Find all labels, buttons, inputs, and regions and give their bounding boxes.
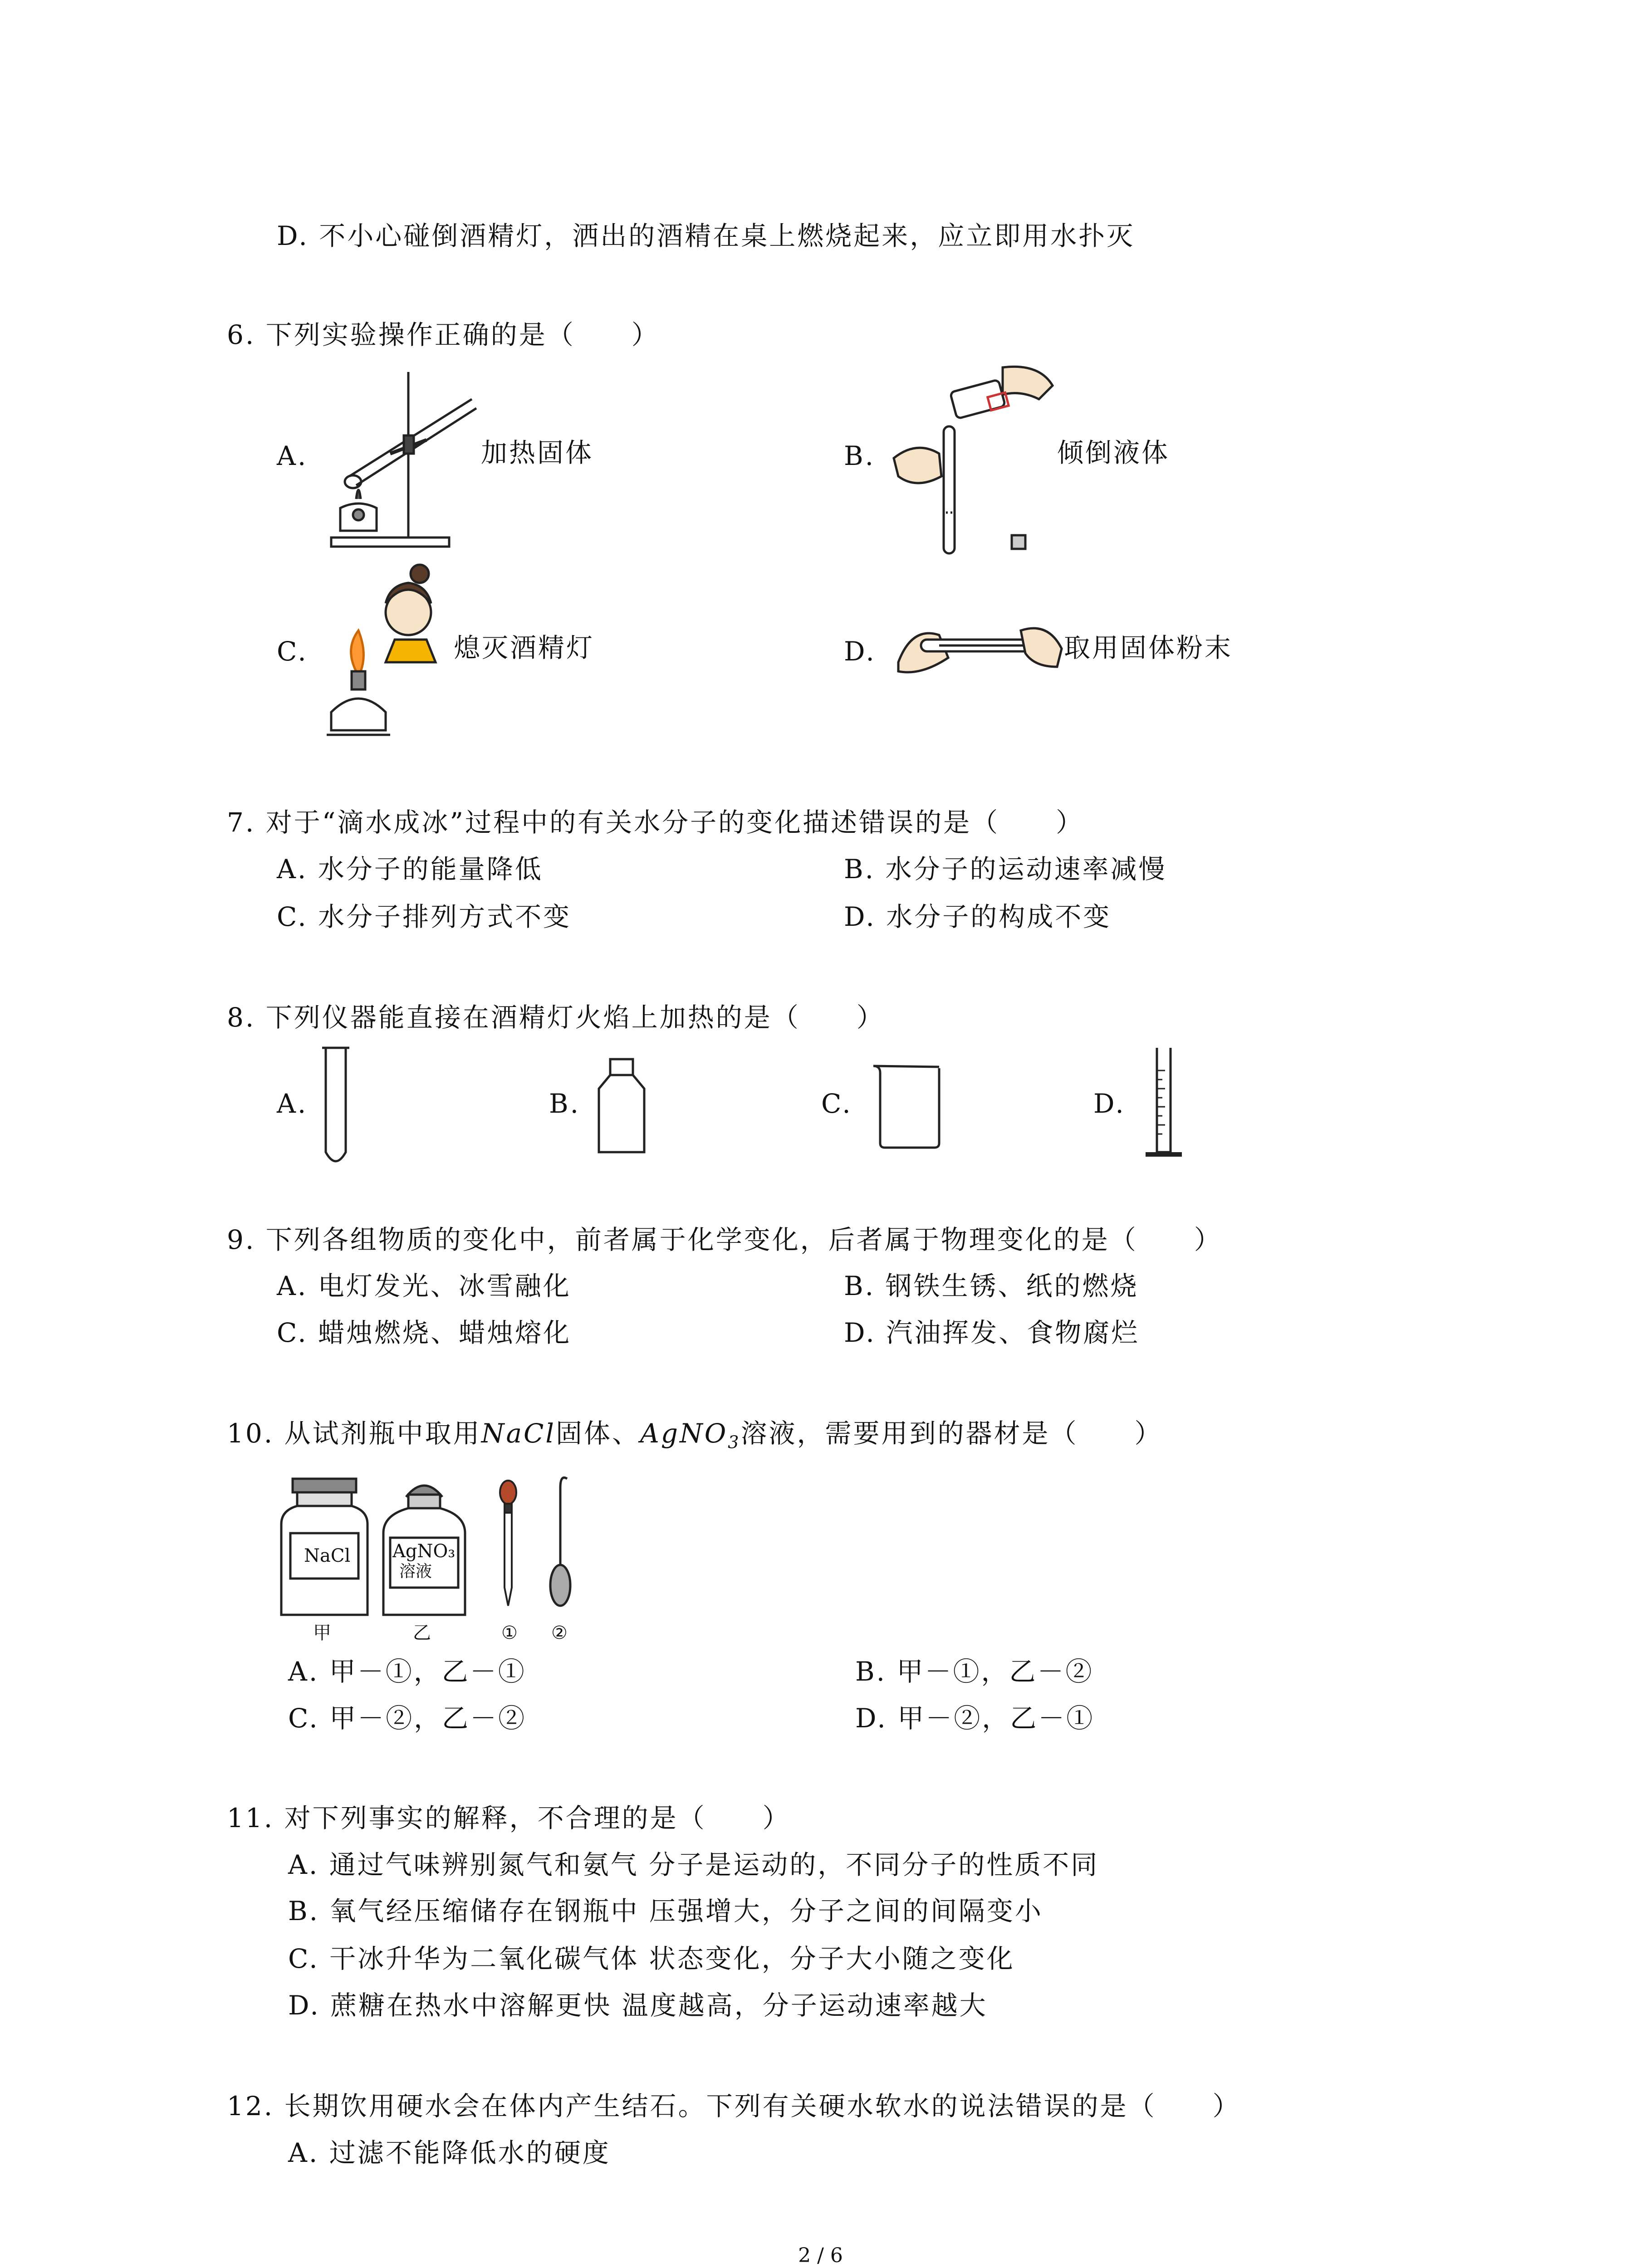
q6-label-d: D. xyxy=(844,636,876,667)
fig-label-1: ① xyxy=(501,1623,518,1643)
q10-formula-nacl: NaCl xyxy=(481,1418,556,1449)
q10-stem-mid: 固体、 xyxy=(555,1418,640,1449)
q8-label-d: D. xyxy=(1093,1088,1126,1119)
q6-label-b: B. xyxy=(844,440,876,471)
q10-stem xyxy=(227,1416,1163,1460)
spoon-figure xyxy=(542,1474,578,1610)
q11-option-d: D. 蔗糖在热水中溶解更快 温度越高，分子运动速率越大 xyxy=(288,1990,988,2021)
fig-label-yi: 乙 xyxy=(413,1623,431,1643)
q9-stem: 9. 下列各组物质的变化中，前者属于化学变化，后者属于物理变化的是（ ） xyxy=(227,1224,1222,1255)
q9-option-a: A. 电灯发光、冰雪融化 xyxy=(277,1271,571,1301)
q7-option-d: D. 水分子的构成不变 xyxy=(844,901,1112,932)
agno3-bottle-label-line1: AgNO₃ xyxy=(392,1541,456,1562)
q11-option-b: B. 氧气经压缩储存在钢瓶中 压强增大，分子之间的间隔变小 xyxy=(288,1896,1043,1926)
taking-powder-figure xyxy=(894,608,1066,685)
q12-option-a: A. 过滤不能降低水的硬度 xyxy=(288,2137,611,2168)
q10-option-d: D. 甲－②，乙－① xyxy=(855,1703,1095,1734)
reagent-bottle-figure xyxy=(594,1057,649,1157)
q8-label-c: C. xyxy=(821,1088,852,1119)
q10-option-a: A. 甲－①，乙－① xyxy=(288,1656,526,1687)
q10-formula-agno3-main: AgNO xyxy=(640,1418,728,1449)
q7-stem: 7. 对于“滴水成冰”过程中的有关水分子的变化描述错误的是（ ） xyxy=(227,807,1084,838)
pouring-liquid-figure xyxy=(889,358,1062,562)
test-tube-figure xyxy=(318,1043,354,1170)
q9-option-d: D. 汽油挥发、食物腐烂 xyxy=(844,1317,1140,1348)
q7-option-b: B. 水分子的运动速率减慢 xyxy=(844,854,1167,885)
q10-stem-prefix: 10. 从试剂瓶中取用 xyxy=(227,1418,481,1449)
q9-option-c: C. 蜡烛燃烧、蜡烛熔化 xyxy=(277,1317,572,1348)
dropper-figure xyxy=(495,1479,522,1610)
nacl-bottle-label: NaCl xyxy=(304,1545,351,1566)
page-number: 2 / 6 xyxy=(798,2244,843,2267)
beaker-figure xyxy=(871,1061,948,1152)
q7-option-a: A. 水分子的能量降低 xyxy=(277,854,543,885)
fig-label-jia: 甲 xyxy=(313,1623,331,1643)
heating-solid-figure xyxy=(322,363,485,553)
q8-stem: 8. 下列仪器能直接在酒精灯火焰上加热的是（ ） xyxy=(227,1002,885,1033)
q10-option-b: B. 甲－①，乙－② xyxy=(855,1656,1094,1687)
q5-option-d: D. 不小心碰倒酒精灯，洒出的酒精在桌上燃烧起来，应立即用水扑灭 xyxy=(277,220,1135,251)
q6-stem: 6. 下列实验操作正确的是（ ） xyxy=(227,319,660,350)
q11-option-c: C. 干冰升华为二氧化碳气体 状态变化，分子大小随之变化 xyxy=(288,1943,1015,1974)
q6-caption-a: 加热固体 xyxy=(481,437,594,468)
q7-option-c: C. 水分子排列方式不变 xyxy=(277,901,572,932)
q8-label-a: A. xyxy=(277,1088,308,1119)
q9-option-b: B. 钢铁生锈、纸的燃烧 xyxy=(844,1271,1139,1301)
q6-label-c: C. xyxy=(277,636,308,667)
q6-caption-c: 熄灭酒精灯 xyxy=(454,632,595,663)
q10-formula-agno3 xyxy=(640,1418,741,1452)
q12-stem: 12. 长期饮用硬水会在体内产生结石。下列有关硬水软水的说法错误的是（ ） xyxy=(227,2091,1241,2121)
q11-stem: 11. 对下列事实的解释，不合理的是（ ） xyxy=(227,1803,791,1833)
q10-option-c: C. 甲－②，乙－② xyxy=(288,1703,527,1734)
q10-formula-agno3-sub: 3 xyxy=(728,1432,741,1452)
extinguishing-lamp-figure xyxy=(322,562,458,744)
agno3-bottle-label-line2: 溶液 xyxy=(399,1562,432,1581)
q11-option-a: A. 通过气味辨别氮气和氨气 分子是运动的，不同分子的性质不同 xyxy=(288,1849,1099,1880)
q6-caption-d: 取用固体粉末 xyxy=(1064,632,1233,663)
fig-label-2: ② xyxy=(551,1623,568,1643)
q6-label-a: A. xyxy=(277,440,308,471)
q8-label-b: B. xyxy=(549,1088,581,1119)
q10-stem-suffix: 溶液，需要用到的器材是（ ） xyxy=(740,1418,1163,1449)
q6-caption-b: 倾倒液体 xyxy=(1057,437,1170,468)
graduated-cylinder-figure xyxy=(1139,1043,1189,1166)
